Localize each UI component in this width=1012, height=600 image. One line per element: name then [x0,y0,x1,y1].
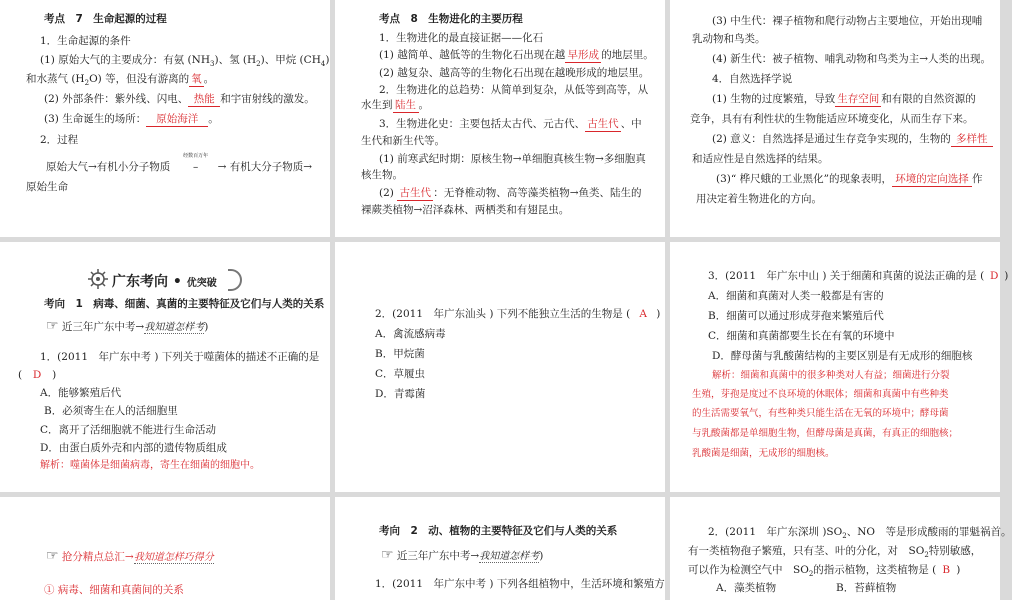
pointing-hand-icon: ☞ [46,318,59,334]
answer-blank: 古生代 [587,118,619,130]
text-line: (4) 新生代：被子植物、哺乳动物和鸟类为主→人类的出现。 [712,53,992,65]
answer-blank: 古生代 [397,186,433,201]
panel-natural-selection [670,0,1000,237]
option-d[interactable]: D．酵母菌与乳酸菌结构的主要区别是有无成形的细胞核 [712,350,973,362]
explanation: 解析：噬菌体是细菌病毒，寄生在细菌的细胞中。 [40,460,260,471]
text-line: 1．生物进化的最直接证据——化石 [379,32,544,44]
text-line: 用决定着生物进化的方向。 [696,193,822,205]
panel-origin-of-life [0,0,330,237]
subheading: ☞ 近三年广东中考→我知道怎样考) [381,547,544,563]
text-line: 2．生物进化的总趋势：从简单到复杂，从低等到高等，从 [379,84,649,96]
option-c[interactable]: C．离开了活细胞就不能进行生命活动 [40,424,217,436]
option-c[interactable]: C．草履虫 [375,368,426,380]
text-line: (1) 前寒武纪时期：原核生物→单细胞真核生物→多细胞真 [379,153,646,165]
answer-blank: 氧 [191,73,202,85]
panel-scoring-tips [0,497,330,600]
answer-blank: 多样性 [951,132,993,147]
text-line: (2) 意义：自然选择是通过生存竞争实现的，生物的 多样性 [712,132,993,147]
subheading: ☞ 抢分精点总汇→我知道怎样巧得分 [46,548,214,564]
option-a[interactable]: A．细菌和真菌对人类一般都是有害的 [708,290,884,302]
question-text: 1．(2011 年广东中考 ) 下列关于噬菌体的描述不正确的是 [40,351,320,363]
option-b[interactable]: B．甲烷菌 [375,348,425,360]
answer-blank: 热能 [188,92,220,107]
list-item: ① 病毒、细菌和真菌间的关系 [44,584,184,596]
text-line: 乳动物和鸟类。 [692,33,766,45]
text-line: 生代和新生代等。 [361,135,445,147]
text-line: 水生到 陆生 。 [361,99,429,111]
explanation-line: 解析：细菌和真菌中的很多种类对人有益；细菌进行分裂 [712,370,950,381]
explanation-line: 与乳酸菌都是单细胞生物，但酵母菌是真菌，有真正的细胞核； [692,428,959,439]
option-c[interactable]: C．细菌和真菌都要生长在有氧的环境中 [708,330,895,342]
subheading: ☞ 近三年广东中考→我知道怎样考) [46,318,209,334]
panel-question-2-shantou [335,242,665,492]
section-title: 考点 8 生物进化的主要历程 [379,13,523,25]
text-line: (2) 古生代 ：无脊椎动物、高等藻类植物→鱼类、陆生的 [379,187,642,199]
text-line: (3) 中生代：裸子植物和爬行动物占主要地位，开始出现哺 [712,15,983,27]
panel-evolution-history [335,0,665,237]
pointing-hand-icon: ☞ [381,547,394,563]
question-text: 2．(2011 年广东深圳 )$SO_2$、NO 等是形成酸雨的罪魁祸首。 [708,526,1012,541]
answer-blank: 原始海洋 [146,112,208,127]
explanation-line: 生殖，芽孢是度过不良环境的休眠体；细菌和真菌中有些种类 [692,389,949,400]
option-a[interactable]: A．禽流感病毒 [375,328,446,340]
option-a[interactable]: A．能够繁殖后代 [40,387,122,399]
text-line: 和水蒸气 $(H_2O)$ 等，但没有游离的 氧 。 [26,73,215,88]
option-d[interactable]: D．青霉菌 [375,388,426,400]
text-line: (3)“ 桦尺蛾的工业黑化”的现象表明， 环境的定向选择 作 [716,173,983,185]
section-title: 考向 2 动、植物的主要特征及它们与人类的关系 [379,525,618,537]
answer-blank: 环境的定向选择 [892,172,972,187]
text-line: (2) 越复杂、越高等的生物化石出现在越晚形成的地层里。 [379,67,650,79]
text-line: 和适应性是自然选择的结果。 [692,153,829,165]
text-line: 3．生物进化史：主要包括太古代、元古代、 古生代 、中 [379,118,642,130]
text-line: 2．过程 [40,134,79,146]
text-line: (1) 越简单、越低等的生物化石出现在越 早形成 的地层里。 [379,49,654,61]
question-text: 3．(2011 年广东中山 ) 关于细菌和真菌的说法正确的是 ( D ) [708,270,1009,282]
question-answer: ( D ) [18,369,57,381]
option-b[interactable]: B．苔藓植物 [836,582,897,594]
explanation-line: 的生活需要氧气，有些种类只能生活在无氧的环境中；酵母菌 [692,408,949,419]
option-d[interactable]: D．由蛋白质外壳和内部的遗传物质组成 [40,442,227,454]
question-text: 1．(2011 年广东中考 ) 下列各组植物中，生活环境和繁殖方 [375,578,665,590]
panel-guangdong-trends-q2 [335,497,665,600]
section-title: 考点 7 生命起源的过程 [44,13,167,25]
banner-arc [228,269,242,291]
answer-blank: 陆生 [393,98,419,113]
compass-icon [88,269,108,289]
pointing-hand-icon: ☞ [46,548,59,564]
text-line: (1) 生物的过度繁殖，导致 生存空间 和有限的自然资源的 [712,93,976,105]
text-line: 竞争，具有有利性状的生物能适应环境变化，从而生存下来。 [690,113,974,125]
text-line: 核生物。 [361,169,403,181]
text-line: 裸蕨类植物→沼泽森林、两栖类和有翅昆虫。 [361,204,570,216]
panel-question-3-zhongshan [670,242,1009,492]
text-line: 1．生命起源的条件 [40,35,131,47]
panel-question-2-shenzhen [670,497,1012,600]
text-line: (2) 外部条件：紫外线、闪电、 热能 和宇宙射线的激发。 [44,93,315,105]
option-b[interactable]: B．必须寄生在人的活细胞里 [44,405,178,417]
banner-title: 广东考向 • 优突破 [112,274,217,290]
panel-guangdong-trends-q1 [0,242,330,492]
explanation-line: 乳酸菌是细菌，无成形的细胞核。 [692,448,835,459]
text-line: (3) 生命诞生的场所： 原始海洋 。 [44,113,219,125]
question-text: 2．(2011 年广东汕头 ) 下列不能独立生活的生物是 ( A ) [375,308,661,320]
process-line: 原始大气→有机小分子物质 经数百万年 –→ 有机大分子物质→ [46,153,313,173]
text-line: 原始生命 [26,181,68,193]
option-b[interactable]: B．细菌可以通过形成芽孢来繁殖后代 [708,310,884,322]
question-text: 有一类植物孢子繁殖，只有茎、叶的分化，对 $SO_2$特别敏感， [688,545,982,560]
option-a[interactable]: A．藻类植物 [716,582,777,594]
answer-blank: 生存空间 [837,93,880,105]
text-line: 4．自然选择学说 [712,73,793,85]
section-title: 考向 1 病毒、细菌、真菌的主要特征及它们与人类的关系 [44,298,325,310]
answer-blank: 早形成 [565,48,601,63]
text-line: (1) 原始大气的主要成分：有氨 $(NH_3)$、氢 $(H_2)$、甲烷 $(CH_4)$ [40,54,330,69]
question-text: 可以作为检测空气中 $SO_2$的指示植物，这类植物是 ( B ) [688,564,961,579]
